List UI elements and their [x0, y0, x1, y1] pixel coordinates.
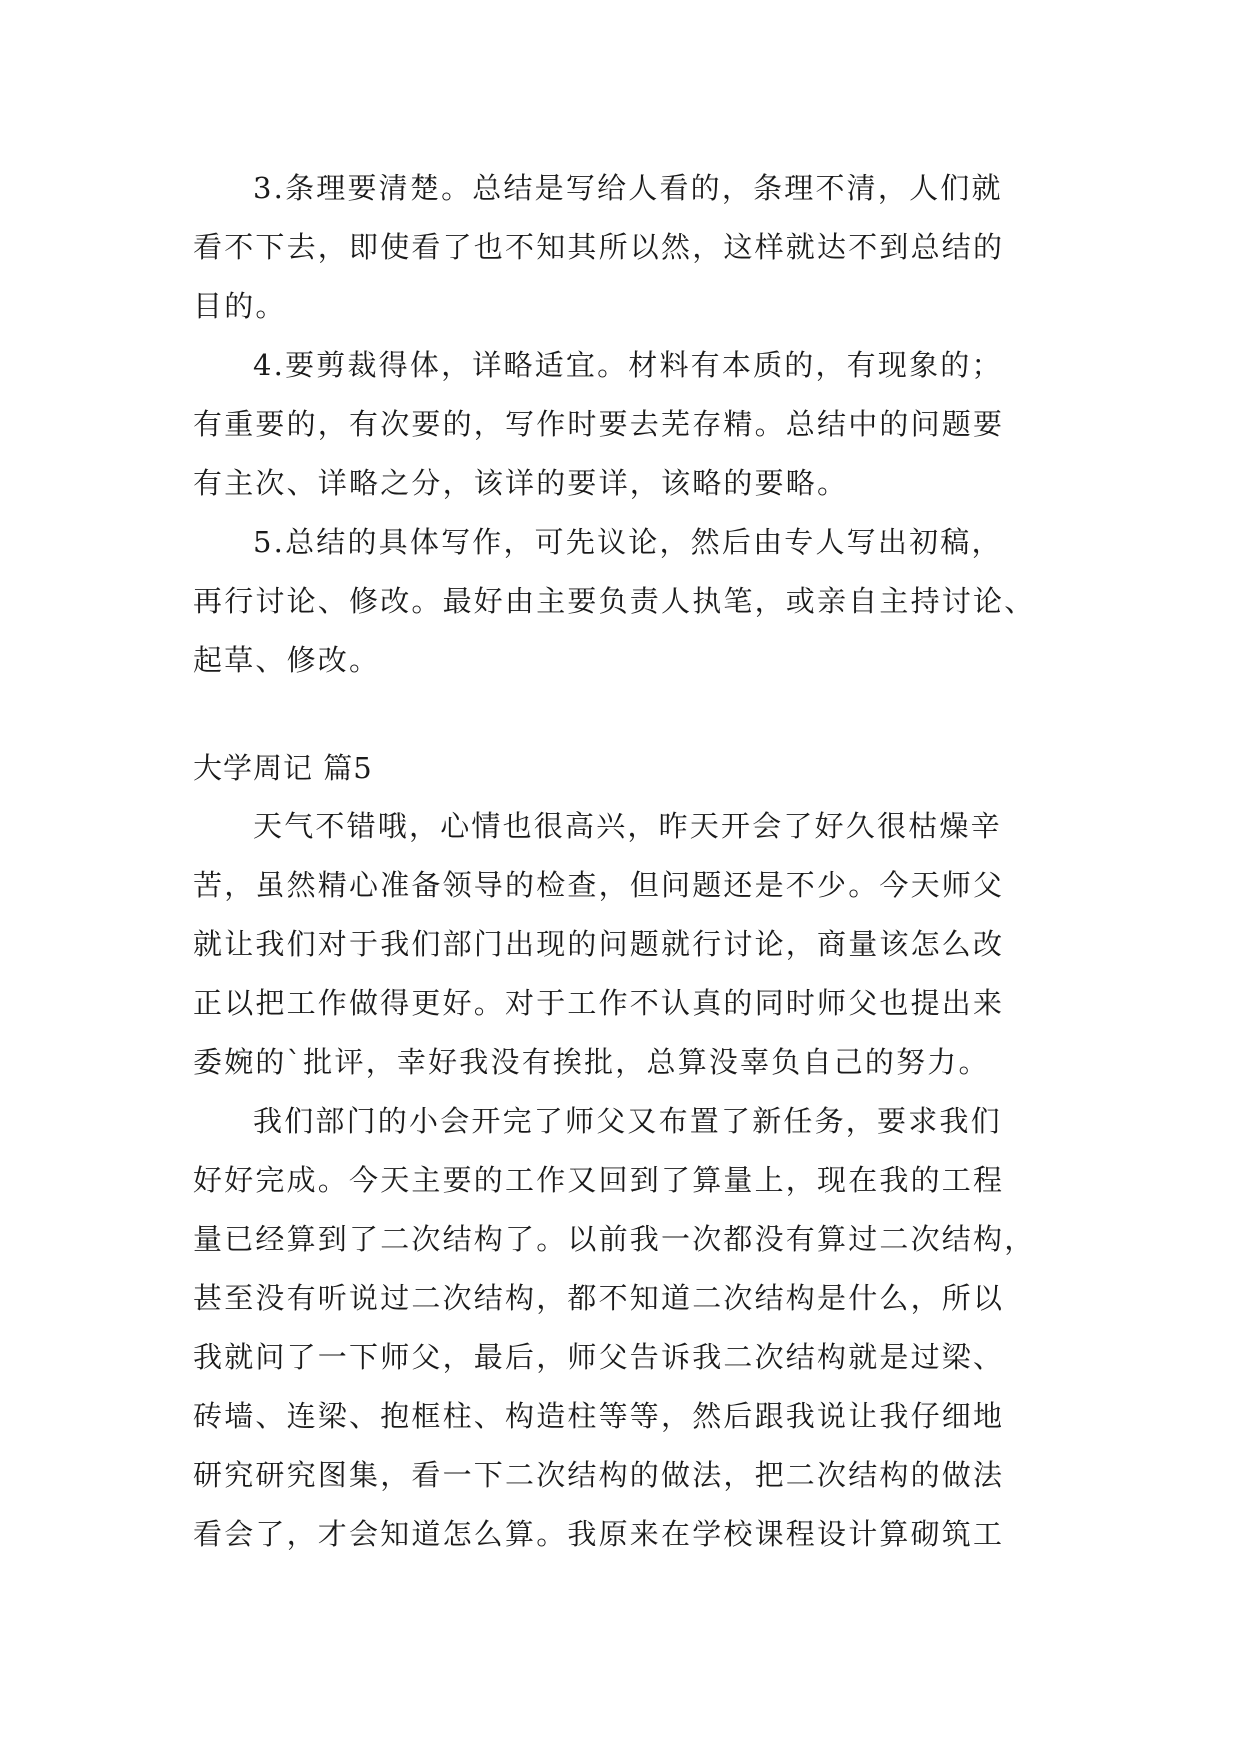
paragraph-item4-line-1: 4.要剪裁得体，详略适宜。材料有本质的，有现象的；: [253, 348, 1003, 382]
paragraph1-line-5: 委婉的`批评，幸好我没有挨批，总算没辜负自己的努力。: [193, 1045, 990, 1079]
paragraph-item3-line-1: 3.条理要清楚。总结是写给人看的，条理不清，人们就: [253, 171, 1003, 205]
paragraph1-line-2: 苦，虽然精心准备领导的检查，但问题还是不少。今天师父: [193, 868, 1005, 902]
paragraph-item3-line-2: 看不下去，即使看了也不知其所以然，这样就达不到总结的: [193, 230, 1005, 264]
paragraph1-line-4: 正以把工作做得更好。对于工作不认真的同时师父也提出来: [193, 986, 1005, 1020]
section-heading: 大学周记 篇5: [193, 751, 373, 785]
paragraph-item3-line-3: 目的。: [193, 289, 287, 323]
paragraph-item5-line-2: 再行讨论、修改。最好由主要负责人执笔，或亲自主持讨论、: [193, 584, 1036, 618]
paragraph2-line-1: 我们部门的小会开完了师父又布置了新任务，要求我们: [253, 1104, 1002, 1138]
paragraph-item4-line-3: 有主次、详略之分，该详的要详，该略的要略。: [193, 466, 849, 500]
paragraph2-line-3: 量已经算到了二次结构了。以前我一次都没有算过二次结构，: [193, 1222, 1036, 1256]
paragraph2-line-5: 我就问了一下师父，最后，师父告诉我二次结构就是过梁、: [193, 1340, 1005, 1374]
paragraph2-line-8: 看会了，才会知道怎么算。我原来在学校课程设计算砌筑工: [193, 1517, 1005, 1551]
paragraph1-line-3: 就让我们对于我们部门出现的问题就行讨论，商量该怎么改: [193, 927, 1005, 961]
paragraph2-line-4: 甚至没有听说过二次结构，都不知道二次结构是什么，所以: [193, 1281, 1005, 1315]
paragraph2-line-7: 研究研究图集，看一下二次结构的做法，把二次结构的做法: [193, 1458, 1005, 1492]
paragraph-item5-line-3: 起草、修改。: [193, 643, 381, 677]
paragraph2-line-2: 好好完成。今天主要的工作又回到了算量上，现在我的工程: [193, 1163, 1005, 1197]
paragraph-item5-line-1: 5.总结的具体写作，可先议论，然后由专人写出初稿，: [253, 525, 1003, 559]
paragraph1-line-1: 天气不错哦，心情也很高兴，昨天开会了好久很枯燥辛: [253, 809, 1002, 843]
paragraph2-line-6: 砖墙、连梁、抱框柱、构造柱等等，然后跟我说让我仔细地: [193, 1399, 1005, 1433]
paragraph-item4-line-2: 有重要的，有次要的，写作时要去芜存精。总结中的问题要: [193, 407, 1005, 441]
